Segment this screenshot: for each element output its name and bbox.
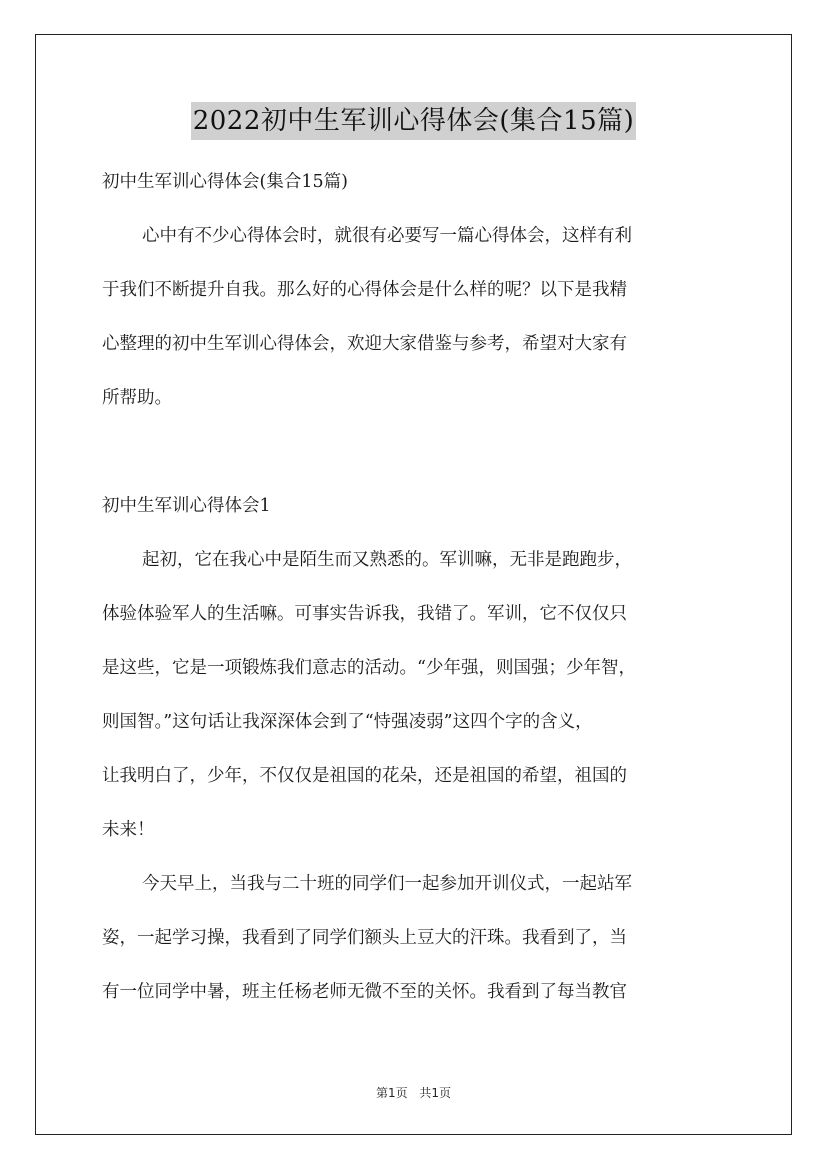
text-line: 则国智。”这句话让我深深体会到了“恃强凌弱”这四个字的含义， xyxy=(102,712,593,732)
text-line: 未来！ xyxy=(102,820,155,840)
title-container xyxy=(0,102,827,140)
text-line: 有一位同学中暑，班主任杨老师无微不至的关怀。我看到了每当教官 xyxy=(102,982,627,1002)
text-line: 心中有不少心得体会时，就很有必要写一篇心得体会，这样有利 xyxy=(142,226,632,246)
text-line: 初中生军训心得体会(集合15篇) xyxy=(102,172,348,192)
text-line: 初中生军训心得体会1 xyxy=(102,496,271,516)
text-line: 所帮助。 xyxy=(102,388,172,408)
page-footer xyxy=(0,1084,827,1101)
text-line: 于我们不断提升自我。那么好的心得体会是什么样的呢？以下是我精 xyxy=(102,280,627,300)
text-line: 是这些，它是一项锻炼我们意志的活动。“少年强，则国强；少年智， xyxy=(102,658,636,678)
text-line: 姿，一起学习操，我看到了同学们额头上豆大的汗珠。我看到了，当 xyxy=(102,928,627,948)
text-line: 心整理的初中生军训心得体会，欢迎大家借鉴与参考，希望对大家有 xyxy=(102,334,627,354)
text-line: 让我明白了，少年，不仅仅是祖国的花朵，还是祖国的希望，祖国的 xyxy=(102,766,627,786)
text-line: 今天早上，当我与二十班的同学们一起参加开训仪式，一起站军 xyxy=(142,874,632,894)
page-border xyxy=(35,34,792,1135)
text-line: 体验体验军人的生活嘛。可事实告诉我，我错了。军训，它不仅仅只 xyxy=(102,604,627,624)
page-number: 第1页 xyxy=(375,1086,408,1100)
document-title: 2022初中生军训心得体会(集合15篇) xyxy=(191,102,637,140)
page-total: 共1页 xyxy=(419,1086,452,1100)
text-line: 起初，它在我心中是陌生而又熟悉的。军训嘛，无非是跑跑步， xyxy=(142,550,632,570)
